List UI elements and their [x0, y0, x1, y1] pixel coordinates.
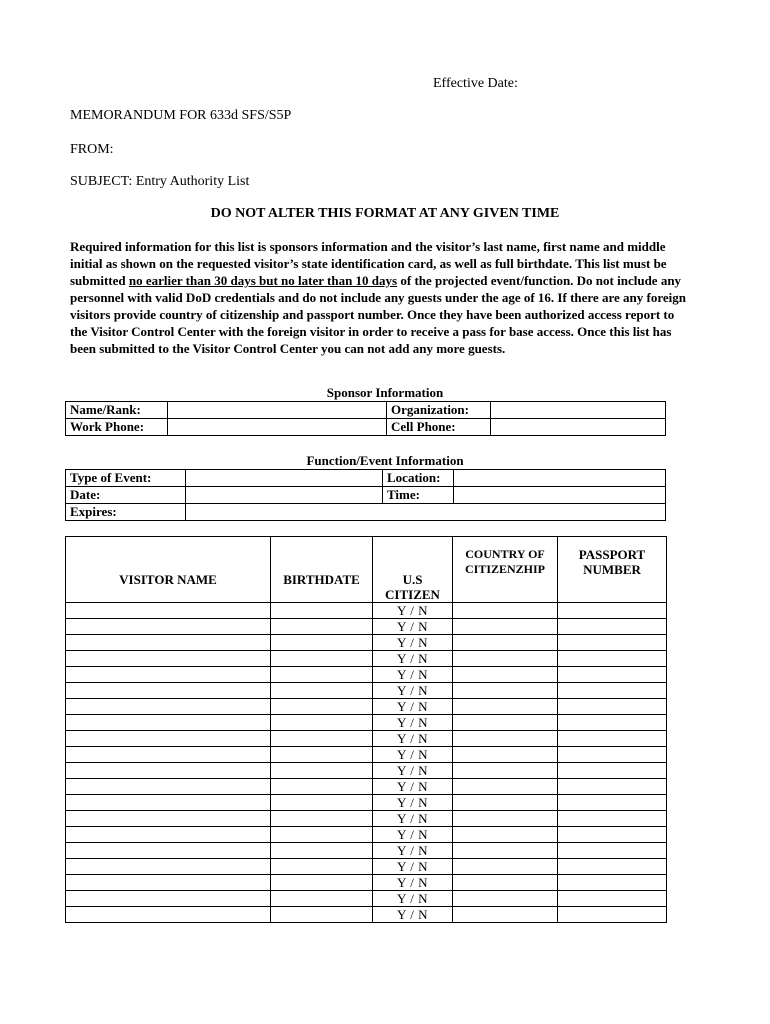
from-line: FROM: [70, 142, 114, 157]
passport-cell[interactable] [558, 811, 667, 827]
name-rank-field[interactable] [168, 402, 387, 419]
birthdate-cell[interactable] [271, 795, 373, 811]
country-cell[interactable] [453, 763, 558, 779]
visitor-name-cell[interactable] [66, 907, 271, 923]
citizen-yn-cell[interactable]: Y / N [373, 827, 453, 843]
passport-cell[interactable] [558, 699, 667, 715]
visitor-rows [66, 603, 667, 923]
us-citizen-header: U.S CITIZEN [373, 537, 453, 603]
location-label: Location: [383, 470, 454, 487]
passport-cell[interactable] [558, 859, 667, 875]
event-table [65, 469, 666, 521]
citizen-yn-cell[interactable]: Y / N [373, 635, 453, 651]
citizen-yn-cell[interactable]: Y / N [373, 811, 453, 827]
expires-label: Expires: [66, 504, 186, 521]
citizen-yn-cell[interactable]: Y / N [373, 907, 453, 923]
country-cell[interactable] [453, 715, 558, 731]
country-cell[interactable] [453, 747, 558, 763]
sponsor-section-title: Sponsor Information [326, 385, 444, 400]
passport-cell[interactable] [558, 635, 667, 651]
visitor-name-cell[interactable] [66, 875, 271, 891]
sponsor-table [65, 401, 666, 436]
visitor-name-cell[interactable] [66, 795, 271, 811]
country-cell[interactable] [453, 891, 558, 907]
visitor-name-cell[interactable] [66, 635, 271, 651]
visitor-name-cell[interactable] [66, 811, 271, 827]
passport-cell[interactable] [558, 683, 667, 699]
table-row [66, 731, 667, 747]
table-row [66, 619, 667, 635]
country-cell[interactable] [453, 619, 558, 635]
country-cell[interactable] [453, 795, 558, 811]
birthdate-cell[interactable] [271, 731, 373, 747]
visitor-name-cell[interactable] [66, 763, 271, 779]
time-field[interactable] [454, 487, 666, 504]
passport-cell[interactable] [558, 731, 667, 747]
passport-cell[interactable] [558, 843, 667, 859]
visitor-name-cell[interactable] [66, 747, 271, 763]
table-row [66, 603, 667, 619]
passport-cell[interactable] [558, 715, 667, 731]
birthdate-cell[interactable] [271, 603, 373, 619]
name-rank-label: Name/Rank: [66, 402, 168, 419]
birthdate-cell[interactable] [271, 715, 373, 731]
birthdate-cell[interactable] [271, 619, 373, 635]
visitor-name-cell[interactable] [66, 827, 271, 843]
country-cell[interactable] [453, 843, 558, 859]
citizen-yn-cell[interactable]: Y / N [373, 683, 453, 699]
passport-cell[interactable] [558, 891, 667, 907]
birthdate-header: BIRTHDATE [271, 537, 373, 603]
passport-cell[interactable] [558, 651, 667, 667]
citizen-yn-cell[interactable]: Y / N [373, 795, 453, 811]
table-row [66, 683, 667, 699]
birthdate-cell[interactable] [271, 843, 373, 859]
citizen-yn-cell[interactable]: Y / N [373, 619, 453, 635]
country-cell[interactable] [453, 683, 558, 699]
memorandum-line: MEMORANDUM FOR 633d SFS/S5P [70, 108, 292, 123]
birthdate-cell[interactable] [271, 827, 373, 843]
country-cell[interactable] [453, 603, 558, 619]
passport-cell[interactable] [558, 619, 667, 635]
birthdate-cell[interactable] [271, 699, 373, 715]
country-cell[interactable] [453, 667, 558, 683]
date-field[interactable] [186, 487, 383, 504]
citizen-yn-cell[interactable]: Y / N [373, 747, 453, 763]
citizen-yn-cell[interactable]: Y / N [373, 843, 453, 859]
birthdate-cell[interactable] [271, 811, 373, 827]
visitor-name-cell[interactable] [66, 699, 271, 715]
table-row [66, 667, 667, 683]
citizen-yn-cell[interactable]: Y / N [373, 651, 453, 667]
birthdate-cell[interactable] [271, 907, 373, 923]
birthdate-cell[interactable] [271, 747, 373, 763]
instructions-paragraph [70, 238, 690, 357]
instructions-deadline: no earlier than 30 days but no later than 10 days [128, 273, 398, 288]
citizen-yn-cell[interactable]: Y / N [373, 779, 453, 795]
instructions-part1: Required information for this list is sponsors information and the visitor’s last name, first name and middle initial as shown on the requested visitor’s state identification card, as well as full birthdate. This list must be submitted [70, 239, 667, 288]
country-cell[interactable] [453, 827, 558, 843]
table-row [66, 747, 667, 763]
subject-line: SUBJECT: Entry Authority List [70, 174, 250, 189]
visitor-name-cell[interactable] [66, 843, 271, 859]
passport-cell[interactable] [558, 603, 667, 619]
passport-cell[interactable] [558, 875, 667, 891]
country-cell[interactable] [453, 859, 558, 875]
visitor-name-cell[interactable] [66, 619, 271, 635]
organization-field[interactable] [491, 402, 666, 419]
event-type-field[interactable] [186, 470, 383, 487]
date-label: Date: [66, 487, 186, 504]
country-cell[interactable] [453, 699, 558, 715]
citizen-yn-cell[interactable]: Y / N [373, 859, 453, 875]
table-row [66, 715, 667, 731]
table-row [66, 811, 667, 827]
table-row [66, 795, 667, 811]
table-row [66, 875, 667, 891]
citizen-yn-cell[interactable]: Y / N [373, 699, 453, 715]
visitor-name-cell[interactable] [66, 859, 271, 875]
table-row [66, 907, 667, 923]
organization-label: Organization: [387, 402, 491, 419]
table-row [66, 891, 667, 907]
birthdate-cell[interactable] [271, 875, 373, 891]
table-row [66, 779, 667, 795]
birthdate-cell[interactable] [271, 635, 373, 651]
passport-cell[interactable] [558, 827, 667, 843]
country-header: COUNTRY OF CITIZENZHIP [453, 537, 558, 603]
country-cell[interactable] [453, 651, 558, 667]
citizen-yn-cell[interactable]: Y / N [373, 763, 453, 779]
visitor-name-cell[interactable] [66, 603, 271, 619]
citizen-yn-cell[interactable]: Y / N [373, 731, 453, 747]
citizen-yn-cell[interactable]: Y / N [373, 875, 453, 891]
passport-cell[interactable] [558, 779, 667, 795]
visitor-name-cell[interactable] [66, 715, 271, 731]
table-row [66, 699, 667, 715]
birthdate-cell[interactable] [271, 891, 373, 907]
event-type-label: Type of Event: [66, 470, 186, 487]
format-warning: DO NOT ALTER THIS FORMAT AT ANY GIVEN TIME [210, 206, 560, 221]
table-row [66, 843, 667, 859]
birthdate-cell[interactable] [271, 779, 373, 795]
country-cell[interactable] [453, 907, 558, 923]
visitor-table [65, 536, 667, 923]
citizen-yn-cell[interactable]: Y / N [373, 715, 453, 731]
table-row [66, 635, 667, 651]
visitor-name-header: VISITOR NAME [66, 537, 271, 603]
event-section-title: Function/Event Information [306, 453, 464, 468]
table-row [66, 859, 667, 875]
country-cell[interactable] [453, 875, 558, 891]
country-cell[interactable] [453, 779, 558, 795]
table-row [66, 827, 667, 843]
cell-phone-field[interactable] [491, 419, 666, 436]
country-cell[interactable] [453, 635, 558, 651]
visitor-name-cell[interactable] [66, 779, 271, 795]
passport-cell[interactable] [558, 667, 667, 683]
citizen-yn-cell[interactable]: Y / N [373, 603, 453, 619]
instructions-part2: of the projected event/function. Do not include any personnel with valid DoD credentials and do not include any guests under the age of 16. If there are any foreign visitors provide country of citizenship and passport number. Once they have been authorized access report to the Visitor Control Center with the foreign visitor in order to receive a pass for base access. Once this list has been submitted to the Visitor Control Center you can not add any more guests. [70, 273, 686, 356]
passport-header: PASSPORT NUMBER [558, 537, 667, 603]
citizen-yn-cell[interactable]: Y / N [373, 667, 453, 683]
visitor-name-cell[interactable] [66, 731, 271, 747]
table-row [66, 651, 667, 667]
birthdate-cell[interactable] [271, 763, 373, 779]
country-cell[interactable] [453, 811, 558, 827]
work-phone-field[interactable] [168, 419, 387, 436]
passport-cell[interactable] [558, 795, 667, 811]
table-row [66, 763, 667, 779]
visitor-name-cell[interactable] [66, 651, 271, 667]
birthdate-cell[interactable] [271, 667, 373, 683]
birthdate-cell[interactable] [271, 683, 373, 699]
passport-cell[interactable] [558, 747, 667, 763]
visitor-name-cell[interactable] [66, 891, 271, 907]
cell-phone-label: Cell Phone: [387, 419, 491, 436]
work-phone-label: Work Phone: [66, 419, 168, 436]
location-field[interactable] [454, 470, 666, 487]
birthdate-cell[interactable] [271, 651, 373, 667]
visitor-name-cell[interactable] [66, 683, 271, 699]
expires-field[interactable] [186, 504, 666, 521]
passport-cell[interactable] [558, 763, 667, 779]
citizen-yn-cell[interactable]: Y / N [373, 891, 453, 907]
effective-date-label: Effective Date: [433, 76, 518, 91]
visitor-name-cell[interactable] [66, 667, 271, 683]
passport-cell[interactable] [558, 907, 667, 923]
country-cell[interactable] [453, 731, 558, 747]
time-label: Time: [383, 487, 454, 504]
birthdate-cell[interactable] [271, 859, 373, 875]
